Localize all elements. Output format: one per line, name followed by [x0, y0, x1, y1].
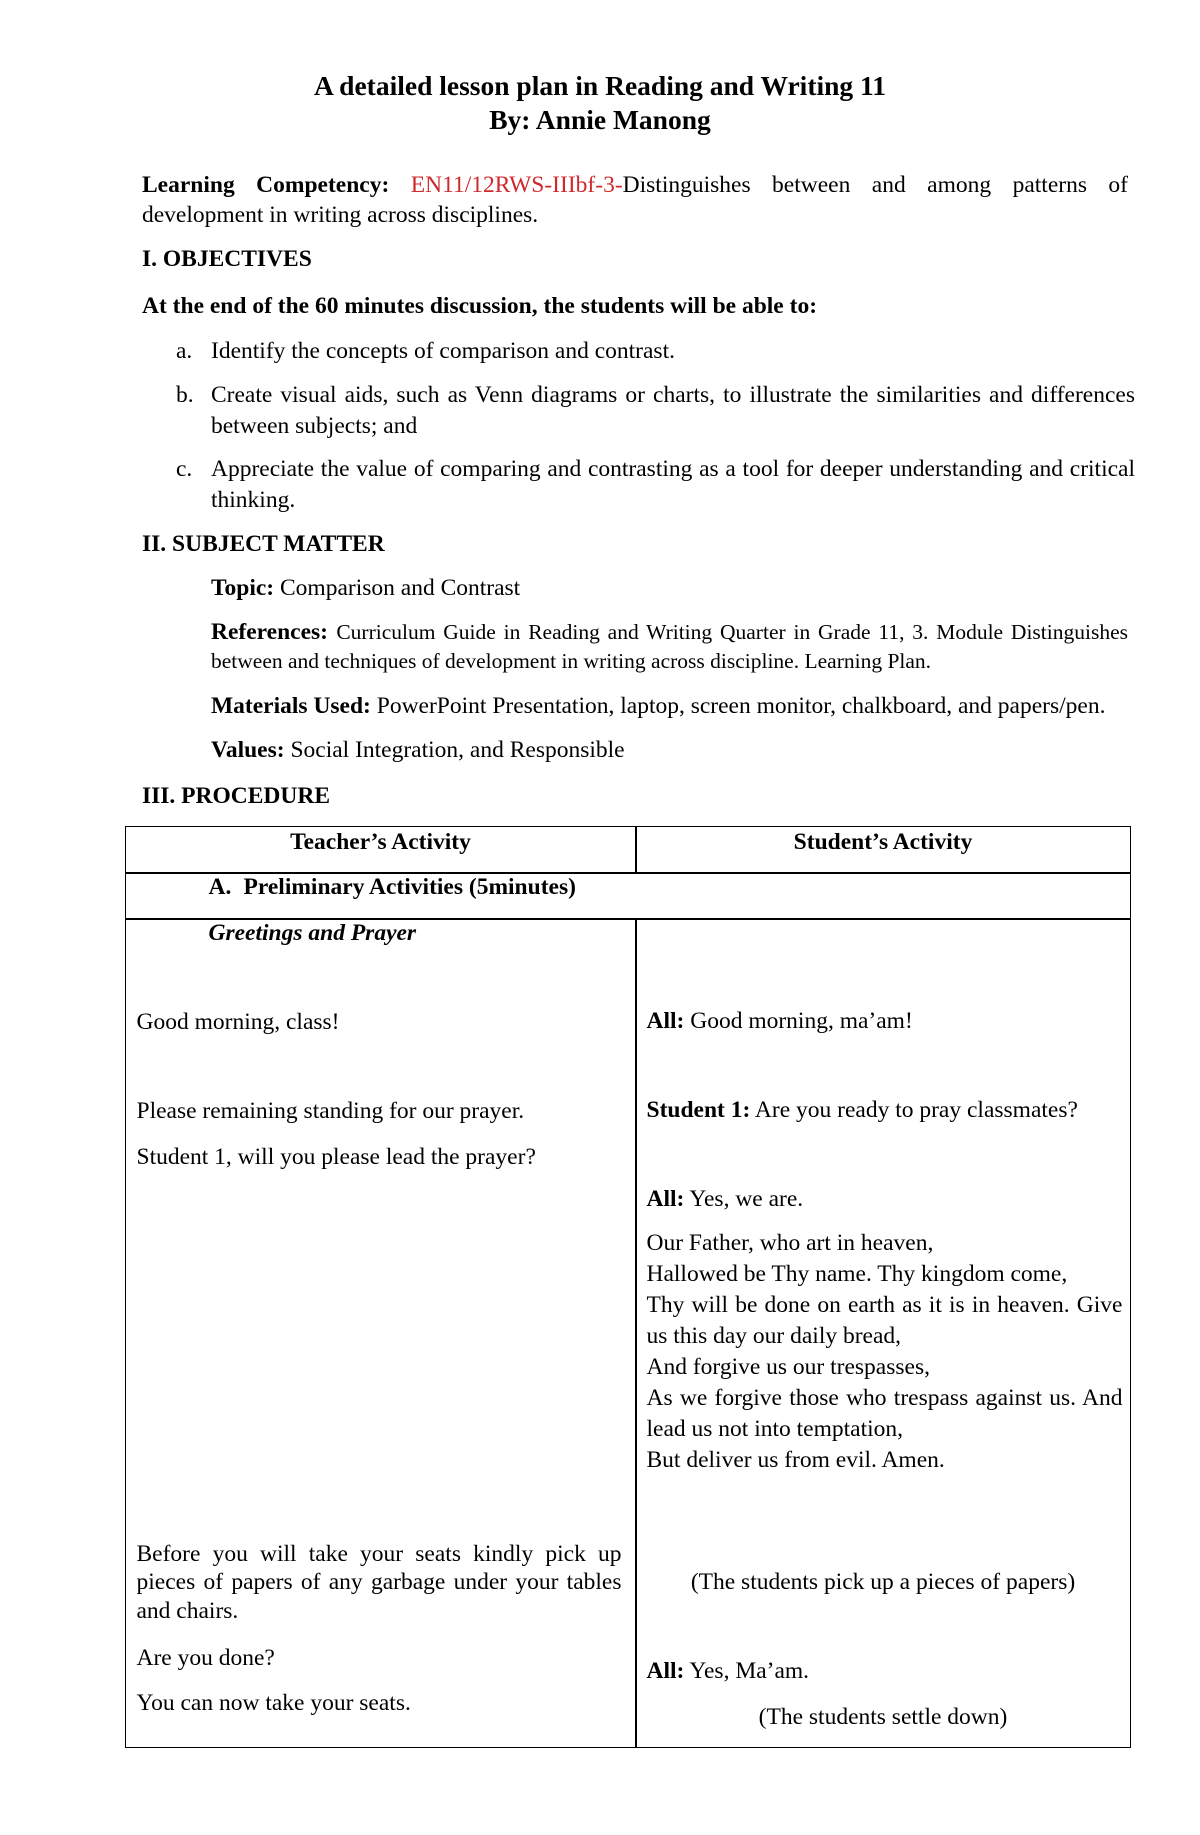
- materials-line: [211, 691, 1105, 721]
- prayer-line: Hallowed be Thy name. Thy kingdom come,: [646, 1261, 1068, 1287]
- section-title: Preliminary Activities (5minutes): [243, 874, 576, 900]
- references-label: References:: [211, 619, 328, 645]
- prayer-line: And forgive us our trespasses,: [646, 1354, 930, 1380]
- objective-marker: c.: [176, 456, 193, 482]
- document-title: A detailed lesson plan in Reading and Writing 11: [313, 70, 887, 101]
- references-line: [211, 618, 1128, 677]
- speaker-label: All:: [646, 1007, 685, 1034]
- prayer-text: [647, 1228, 1123, 1476]
- procedure-table: [125, 826, 1131, 1748]
- topic-value: Comparison and Contrast: [280, 575, 521, 601]
- competency-code: EN11/12RWS-IIIbf-3-: [410, 172, 623, 198]
- procedure-heading: III. PROCEDURE: [142, 783, 331, 809]
- teacher-activity-header: Teacher’s Activity: [290, 829, 471, 855]
- student-line: [647, 1006, 913, 1036]
- objective-text: Identify the concepts of comparison and contrast.: [211, 338, 675, 364]
- student-response: Yes, we are.: [689, 1185, 804, 1212]
- teacher-line: Please remaining standing for our prayer.: [136, 1097, 525, 1124]
- objective-marker: b.: [176, 382, 194, 408]
- values-label: Values:: [211, 737, 285, 763]
- teacher-line: Student 1, will you please lead the prayer?: [136, 1143, 536, 1170]
- prayer-line: Thy will be done on earth as it is in heaven. Give us this day our daily bread,: [646, 1292, 1123, 1349]
- student-activity-header: Student’s Activity: [793, 829, 973, 855]
- speaker-label: All:: [646, 1185, 685, 1212]
- stage-direction: (The students settle down): [758, 1703, 1008, 1730]
- section-marker: A.: [208, 874, 232, 900]
- student-line: [647, 1095, 1078, 1125]
- objective-text: Appreciate the value of comparing and contrasting as a tool for deeper understanding and critical thinking.: [211, 456, 1135, 513]
- objective-text: Create visual aids, such as Venn diagrams or charts, to illustrate the similarities and differences between subjects; and: [211, 382, 1135, 439]
- subject-matter-heading: II. SUBJECT MATTER: [142, 531, 385, 557]
- prayer-line: But deliver us from evil. Amen.: [646, 1447, 945, 1473]
- values-value: Social Integration, and Responsible: [290, 737, 625, 763]
- references-value: Curriculum Guide in Reading and Writing Quarter in Grade 11, 3. Module Distinguishes between and techniques of development in writing across discipline. Learning Plan.: [211, 620, 1128, 674]
- prayer-line: As we forgive those who trespass against us. And lead us not into temptation,: [646, 1385, 1123, 1442]
- materials-value: PowerPoint Presentation, laptop, screen monitor, chalkboard, and papers/pen.: [376, 693, 1106, 719]
- greetings-subheading: Greetings and Prayer: [208, 920, 417, 946]
- student-line: [647, 1656, 810, 1686]
- author-line: By: Annie Manong: [489, 104, 711, 135]
- objectives-intro: At the end of the 60 minutes discussion, the students will be able to:: [142, 293, 818, 319]
- competency-text: Distinguishes between and among patterns of development in writing across disciplines.: [142, 172, 1128, 228]
- topic-line: [211, 573, 520, 603]
- topic-label: Topic:: [211, 575, 275, 601]
- teacher-line: Before you will take your seats kindly pick up pieces of papers of any garbage under your tables and chairs.: [136, 1540, 622, 1624]
- objectives-heading: I. OBJECTIVES: [142, 246, 312, 272]
- speaker-label: Student 1:: [646, 1096, 751, 1123]
- student-response: Yes, Ma’am.: [689, 1657, 810, 1684]
- speaker-label: All:: [646, 1657, 685, 1684]
- stage-direction: (The students pick up a pieces of papers): [690, 1568, 1076, 1595]
- student-response: Good morning, ma’am!: [690, 1007, 913, 1034]
- teacher-line: Good morning, class!: [136, 1008, 340, 1035]
- learning-competency: [142, 171, 1128, 230]
- materials-label: Materials Used:: [211, 693, 371, 719]
- column-divider: [635, 919, 637, 1747]
- student-line: [647, 1184, 804, 1214]
- teacher-line: You can now take your seats.: [136, 1689, 411, 1716]
- objective-marker: a.: [176, 338, 193, 364]
- values-line: [211, 735, 625, 765]
- learning-competency-label: Learning Competency:: [142, 172, 390, 198]
- student-response: Are you ready to pray classmates?: [754, 1096, 1078, 1123]
- teacher-line: Are you done?: [136, 1644, 275, 1671]
- prayer-line: Our Father, who art in heaven,: [646, 1230, 934, 1256]
